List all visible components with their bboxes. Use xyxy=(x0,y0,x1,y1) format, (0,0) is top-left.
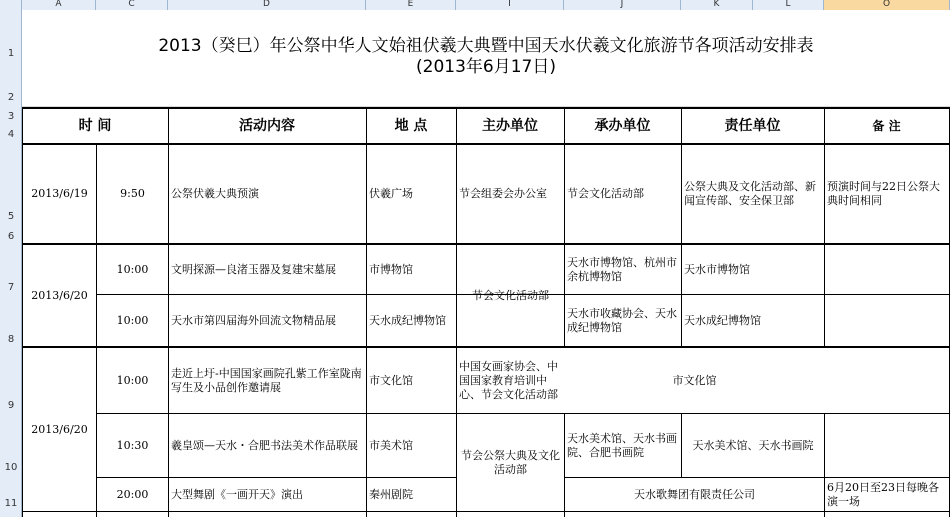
row-header-5[interactable]: 5 xyxy=(7,211,15,222)
time-cell-4[interactable]: 10:00 xyxy=(116,373,149,387)
location-cell-2[interactable]: 市博物馆 xyxy=(369,262,413,276)
location-cell-3[interactable]: 天水成纪博物馆 xyxy=(369,313,446,327)
time-cell-6[interactable]: 20:00 xyxy=(116,487,149,501)
sheet-title: 2013（癸巳）年公祭中华人文始祖伏羲大典暨中国天水伏羲文化旅游节各项活动安排表 xyxy=(158,36,814,56)
content-cell-3[interactable]: 天水市第四届海外回流文物精品展 xyxy=(171,313,336,327)
content-cell-4[interactable]: 走近上圩-中国国家画院孔紫工作室陇南写生及小品创作邀请展 xyxy=(171,366,362,394)
row-header-10[interactable]: 10 xyxy=(4,462,18,473)
responsible-cell-3[interactable]: 天水成纪博物馆 xyxy=(684,313,761,327)
date-cell-3[interactable]: 2013/6/20 xyxy=(31,422,88,436)
content-cell-5[interactable]: 羲皇颂—天水・合肥书法美术作品联展 xyxy=(171,438,358,452)
column-header-e[interactable]: E xyxy=(366,0,456,10)
organizer-cell-2[interactable]: 天水市博物馆、杭州市余杭博物馆 xyxy=(567,255,677,283)
responsible-cell-5[interactable]: 天水美术馆、天水书画院 xyxy=(692,438,814,452)
header-responsible: 责任单位 xyxy=(724,118,781,134)
header-location: 地 点 xyxy=(394,118,428,134)
responsible-cell-1[interactable]: 公祭大典及文化活动部、新闻宣传部、安全保卫部 xyxy=(684,180,816,207)
remarks-cell-4[interactable] xyxy=(825,348,949,413)
location-cell-4[interactable]: 市文化馆 xyxy=(369,373,413,387)
column-header-l[interactable]: L xyxy=(753,0,824,10)
responsible-cell-2[interactable]: 天水市博物馆 xyxy=(684,262,750,276)
time-cell-3[interactable]: 10:00 xyxy=(116,313,149,327)
host-cell-merged-5-6[interactable]: 节会公祭大典及文化活动部 xyxy=(461,448,560,476)
row-header-2[interactable]: 2 xyxy=(7,92,15,103)
organizer-cell-1[interactable]: 节会文化活动部 xyxy=(567,187,644,200)
location-cell-5[interactable]: 市美术馆 xyxy=(369,438,413,452)
host-cell-1[interactable]: 节会组委会办公室 xyxy=(459,187,547,200)
time-cell-2[interactable]: 10:00 xyxy=(116,262,149,276)
column-header-o[interactable]: O xyxy=(824,0,950,10)
row-header-1[interactable]: 1 xyxy=(7,48,15,59)
organizer-cell-3[interactable]: 天水市收藏协会、天水成纪博物馆 xyxy=(567,306,677,334)
row-header-9[interactable]: 9 xyxy=(7,400,15,411)
row-header-8[interactable]: 8 xyxy=(7,334,15,345)
date-cell-1[interactable]: 2013/6/19 xyxy=(31,187,88,200)
row-header-3[interactable]: 3 xyxy=(7,111,15,122)
host-cell-4[interactable]: 中国女画家协会、中国国家教育培训中心、节会文化活动部 xyxy=(459,359,558,401)
content-cell-1[interactable]: 公祭伏羲大典预演 xyxy=(171,187,259,200)
organizer-responsible-cell-4[interactable]: 市文化馆 xyxy=(672,373,717,387)
remarks-cell-6[interactable]: 6月20日至23日每晚各演一场 xyxy=(827,480,939,508)
organizer-cell-5[interactable]: 天水美术馆、天水书画院、合肥书画院 xyxy=(567,431,677,459)
column-header-i[interactable]: I xyxy=(456,0,564,10)
column-header-j[interactable]: J xyxy=(564,0,681,10)
row-header-7[interactable]: 7 xyxy=(7,282,15,293)
remarks-cell-1[interactable]: 预演时间与22日公祭大典时间相同 xyxy=(827,180,940,207)
remarks-cell-2[interactable] xyxy=(825,245,949,294)
host-cell-merged-2-3[interactable]: 节会文化活动部 xyxy=(472,288,549,302)
select-all-corner[interactable] xyxy=(0,0,22,10)
time-cell-5[interactable]: 10:30 xyxy=(116,438,149,452)
content-cell-6[interactable]: 大型舞剧《一画开天》演出 xyxy=(171,487,303,501)
header-remarks: 备 注 xyxy=(872,119,901,133)
header-host: 主办单位 xyxy=(482,118,538,134)
header-time: 时 间 xyxy=(78,118,112,134)
column-header-a[interactable]: A xyxy=(22,0,96,10)
column-header-k[interactable]: K xyxy=(681,0,753,10)
remarks-cell-5[interactable] xyxy=(825,414,949,477)
content-cell-2[interactable]: 文明探源—良渚玉器及复建宋墓展 xyxy=(171,262,336,276)
row-header-11[interactable]: 11 xyxy=(4,498,18,509)
row-header-bar xyxy=(0,10,22,517)
row-header-6[interactable]: 6 xyxy=(7,231,15,242)
spreadsheet-grid[interactable] xyxy=(22,10,950,517)
column-header-c[interactable]: C xyxy=(96,0,168,10)
time-cell-1[interactable]: 9:50 xyxy=(120,187,145,200)
remarks-cell-3[interactable] xyxy=(825,295,949,346)
date-cell-2[interactable]: 2013/6/20 xyxy=(31,288,88,302)
column-header-d[interactable]: D xyxy=(168,0,366,10)
column-header-bar xyxy=(0,0,950,10)
location-cell-6[interactable]: 秦州剧院 xyxy=(369,487,413,501)
location-cell-1[interactable]: 伏羲广场 xyxy=(369,187,413,200)
row-header-4[interactable]: 4 xyxy=(7,129,15,140)
sheet-subtitle-date: (2013年6月17日) xyxy=(416,57,556,77)
organizer-responsible-cell-6[interactable]: 天水歌舞团有限责任公司 xyxy=(634,487,755,501)
header-organizer: 承办单位 xyxy=(594,118,651,134)
header-content: 活动内容 xyxy=(239,118,295,134)
